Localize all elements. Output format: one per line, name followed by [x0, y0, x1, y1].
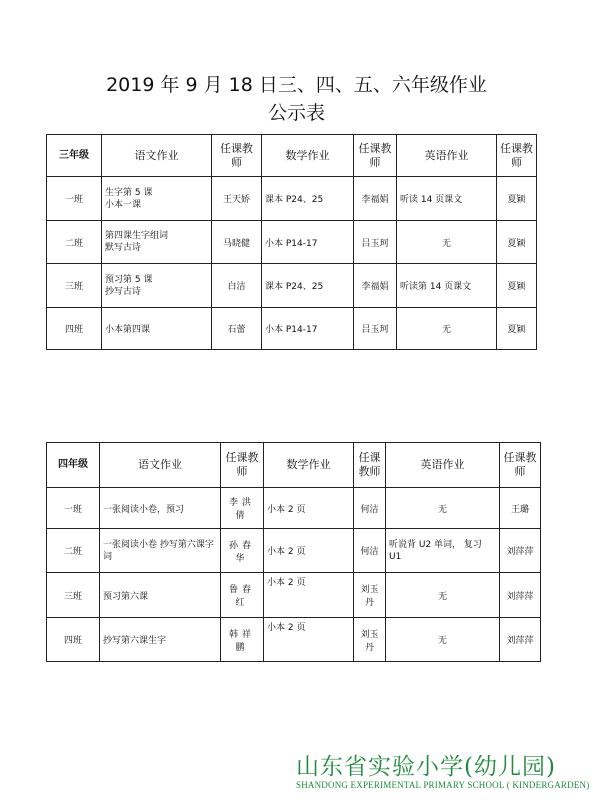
- class-cell: 四班: [47, 618, 100, 662]
- teacher-cell: 夏颖: [497, 177, 537, 221]
- english-homework-cell: 听说背 U2 单词， 复习 U1: [386, 529, 500, 573]
- chinese-homework-cell: 生字第 5 课 小本一课: [102, 177, 212, 221]
- grade-header: 四年级: [47, 443, 100, 488]
- teacher-cell: 马晓健: [212, 221, 262, 264]
- teacher-header: 任课教师: [354, 135, 397, 177]
- table-row: [47, 308, 537, 350]
- chinese-header: 语文作业: [100, 443, 221, 488]
- teacher-cell: 孙春华: [221, 529, 264, 573]
- teacher-header: 任课教师: [221, 443, 264, 488]
- english-homework-cell: 无: [397, 221, 497, 264]
- chinese-homework-cell: 小本第四课: [102, 308, 212, 350]
- grade3-homework-table: [46, 134, 537, 350]
- school-logo-text: 山东省实验小学(幼儿园): [296, 754, 556, 780]
- class-cell: 二班: [47, 529, 100, 573]
- teacher-cell: 李洪倩: [221, 488, 264, 529]
- class-cell: 三班: [47, 264, 102, 308]
- teacher-cell: 何洁: [354, 529, 386, 573]
- table-header-row: [47, 135, 537, 177]
- chinese-homework-cell: 预习第 5 课 抄写古诗: [102, 264, 212, 308]
- chinese-homework-cell: 预习第六课: [100, 573, 221, 618]
- table-header-row: [47, 443, 541, 488]
- class-cell: 一班: [47, 177, 102, 221]
- teacher-cell: 白洁: [212, 264, 262, 308]
- table-row: [47, 221, 537, 264]
- english-homework-cell: 无: [397, 308, 497, 350]
- class-cell: 三班: [47, 573, 100, 618]
- table-row: [47, 529, 541, 573]
- math-homework-cell: 小本 P14-17: [262, 221, 354, 264]
- english-header: 英语作业: [397, 135, 497, 177]
- math-header: 数学作业: [264, 443, 354, 488]
- english-homework-cell: 无: [386, 618, 500, 662]
- table-row: [47, 177, 537, 221]
- english-homework-cell: 听读第 14 页课文: [397, 264, 497, 308]
- page-subtitle: 公示表: [267, 102, 325, 124]
- math-homework-cell: 课本 P24、25: [262, 177, 354, 221]
- teacher-cell: 刘萍萍: [500, 618, 541, 662]
- math-homework-cell: 小本 2 页: [264, 488, 354, 529]
- teacher-cell: 吕玉珂: [354, 221, 397, 264]
- table-row: [47, 264, 537, 308]
- math-homework-cell: 小本 P14-17: [262, 308, 354, 350]
- teacher-cell: 夏颖: [497, 308, 537, 350]
- teacher-cell: 李福娟: [354, 177, 397, 221]
- chinese-homework-cell: 一张阅读小卷 抄写第六课字词: [100, 529, 221, 573]
- teacher-cell: 王璐: [500, 488, 541, 529]
- teacher-cell: 李福娟: [354, 264, 397, 308]
- teacher-cell: 夏颖: [497, 264, 537, 308]
- table-row: [47, 488, 541, 529]
- teacher-cell: 刘玉丹: [354, 618, 386, 662]
- class-cell: 二班: [47, 221, 102, 264]
- teacher-cell: 石蕾: [212, 308, 262, 350]
- teacher-header: 任课教师: [497, 135, 537, 177]
- chinese-header: 语文作业: [102, 135, 212, 177]
- class-cell: 一班: [47, 488, 100, 529]
- teacher-cell: 刘萍萍: [500, 529, 541, 573]
- table-row: [47, 618, 541, 662]
- table-row: [47, 573, 541, 618]
- grade-header: 三年级: [47, 135, 102, 177]
- teacher-cell: 何洁: [354, 488, 386, 529]
- english-header: 英语作业: [386, 443, 500, 488]
- chinese-homework-cell: 第四课生字组词 默写古诗: [102, 221, 212, 264]
- teacher-cell: 鲁春红: [221, 573, 264, 618]
- teacher-header: 任课教师: [500, 443, 541, 488]
- chinese-homework-cell: 一张阅读小卷，预习: [100, 488, 221, 529]
- english-homework-cell: 无: [386, 488, 500, 529]
- grade4-homework-table: [46, 442, 541, 662]
- math-homework-cell: 课本 P24、25: [262, 264, 354, 308]
- english-homework-cell: 无: [386, 573, 500, 618]
- teacher-cell: 夏颖: [497, 221, 537, 264]
- teacher-cell: 王天娇: [212, 177, 262, 221]
- teacher-header: 任课教师: [212, 135, 262, 177]
- teacher-cell: 韩祥鹏: [221, 618, 264, 662]
- chinese-homework-cell: 抄写第六课生字: [100, 618, 221, 662]
- teacher-cell: 吕玉珂: [354, 308, 397, 350]
- math-homework-cell: 小本 2 页: [264, 573, 354, 618]
- math-homework-cell: 小本 2 页: [264, 618, 354, 662]
- math-homework-cell: 小本 2 页: [264, 529, 354, 573]
- math-header: 数学作业: [262, 135, 354, 177]
- teacher-cell: 刘玉丹: [354, 573, 386, 618]
- class-cell: 四班: [47, 308, 102, 350]
- school-logo-subtext: SHANDONG EXPERIMENTAL PRIMARY SCHOOL ( KINDERGARDEN): [296, 780, 590, 790]
- teacher-header: 任课教师: [354, 443, 386, 488]
- teacher-cell: 刘萍萍: [500, 573, 541, 618]
- english-homework-cell: 听读 14 页课文: [397, 177, 497, 221]
- page-title: 2019 年 9 月 18 日三、四、五、六年级作业: [106, 74, 487, 96]
